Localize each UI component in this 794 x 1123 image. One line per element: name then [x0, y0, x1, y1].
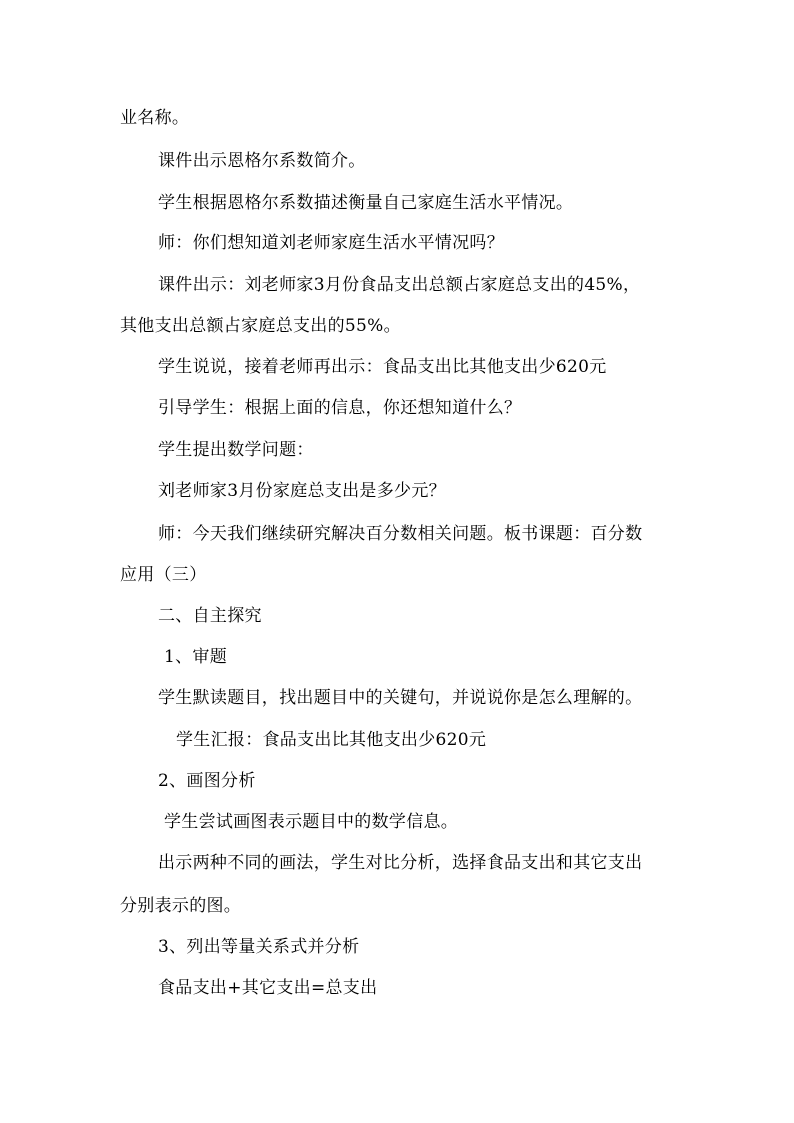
text-line: 学生汇报：食品支出比其他支出少620元 [176, 730, 487, 750]
text-line: 应用（三） [120, 565, 207, 585]
text-line: 课件出示恩格尔系数简介。 [158, 151, 366, 171]
text-line: 食品支出+其它支出=总支出 [158, 978, 378, 998]
text-line: 师：你们想知道刘老师家庭生活水平情况吗？ [158, 233, 504, 253]
text-line: 学生提出数学问题： [158, 440, 314, 460]
text-line: 学生说说，接着老师再出示：食品支出比其他支出少620元 [158, 357, 607, 377]
text-line: 学生根据恩格尔系数描述衡量自己家庭生活水平情况。 [158, 193, 574, 213]
section-heading: 二、自主探究 [158, 606, 262, 626]
text-line: 课件出示：刘老师家3月份食品支出总额占家庭总支出的45%， [158, 275, 641, 295]
subsection-heading: 3、列出等量关系式并分析 [158, 937, 360, 957]
text-line: 其他支出总额占家庭总支出的55%。 [120, 316, 401, 336]
text-line: 师：今天我们继续研究解决百分数相关问题。板书课题：百分数 [158, 524, 643, 544]
text-line: 学生尝试画图表示题目中的数学信息。 [164, 812, 459, 832]
text-line: 业名称。 [120, 108, 190, 128]
subsection-heading: 2、画图分析 [158, 771, 256, 791]
subsection-heading: 1、审题 [164, 647, 228, 667]
text-line: 分别表示的图。 [120, 896, 242, 916]
text-line: 刘老师家3月份家庭总支出是多少元？ [158, 481, 446, 501]
text-line: 出示两种不同的画法，学生对比分析，选择食品支出和其它支出 [158, 853, 643, 873]
text-line: 引导学生：根据上面的信息，你还想知道什么？ [158, 398, 522, 418]
text-line: 学生默读题目，找出题目中的关键句，并说说你是怎么理解的。 [158, 688, 643, 708]
